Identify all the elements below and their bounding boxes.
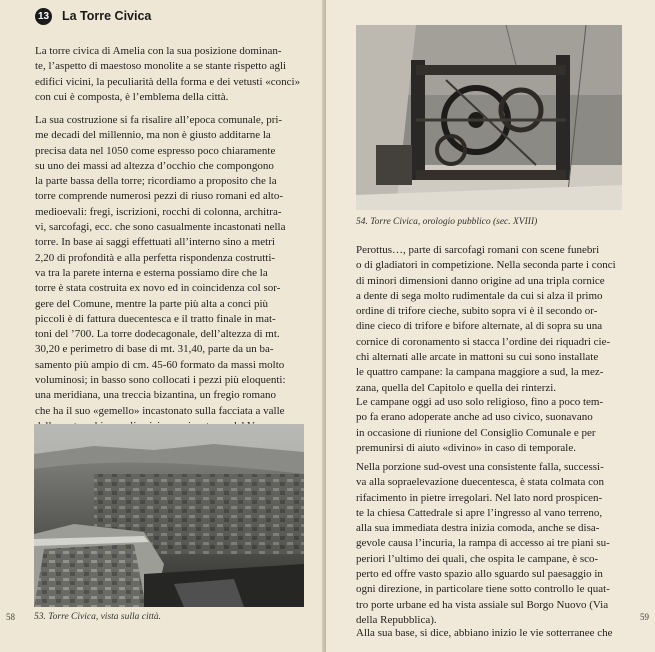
text-line: piccoli è di fattura duecentesca e il tratto finale in mat- [35, 312, 276, 325]
text-line: toni del ’700. La torre dodecagonale, dell’altezza di mt. [35, 328, 280, 341]
text-line: su uno dei massi ad altezza d’occhio che compongono [35, 159, 274, 172]
text-line: perto ed offre vasto spazio allo sguardo sul paesaggio in [356, 568, 603, 581]
text-line: samento più ampio di cm. 45-60 formato da massi molto [35, 358, 285, 371]
clock-mechanism-image [356, 25, 622, 210]
right-paragraph-3 [356, 460, 610, 628]
section-title: La Torre Civica [62, 9, 152, 23]
text-line: 30,20 e perimetro di base di mt. 31,40, parte da un ba- [35, 343, 274, 356]
text-line: tro porte urbane ed ha vista assiale sul Borgo Nuovo (Via [356, 598, 609, 611]
text-line: La sua costruzione si fa risalire all’epoca comunale, pri- [35, 114, 283, 126]
text-line: a dente di sega molto rudimentale da cui si alza il primo [356, 289, 603, 302]
text-line: torre è stata costruita ex novo ed in coincidenza col sor- [35, 282, 281, 295]
text-line: torre comprende numerosi pezzi di riuso romani ed alto- [35, 190, 284, 203]
right-paragraph-4 [356, 626, 613, 641]
text-line: alla sua immediata destra inizia comoda, anche se disa- [356, 522, 600, 535]
text-line: 2,20 di profondità e alla perfetta rispondenza costrutti- [35, 251, 276, 264]
photo-caption-54: 54. Torre Civica, orologio pubblico (sec. XVIII) [356, 217, 538, 227]
text-line: edifici vicini, la peculiarità della forma e dei vetusti «conci» [35, 75, 301, 88]
text-line: po fa erano adoperate anche ad uso civico, suonavano [356, 411, 593, 424]
text-line: periori l’ultimo dei quali, che ospita le campane, è sco- [356, 552, 599, 565]
text-line: gere del Comune, mentre la parte più alta a conci più [35, 297, 269, 310]
text-line: Alla sua base, si dice, abbiano inizio le vie sotterranee che [356, 627, 613, 639]
text-line: o di gladiatori in competizione. Nella seconda parte i conci [356, 259, 616, 272]
text-line: premunirsi di aiuto «divino» in caso di temporale. [356, 441, 576, 454]
page-number-right: 59 [640, 612, 649, 622]
city-view-image [34, 424, 304, 607]
text-line: me decadi del millennio, ma non è giusto additarne la [35, 129, 271, 142]
photo-caption-53: 53. Torre Civica, vista sulla città. [34, 612, 162, 622]
text-line: precisa data nel 1050 come espresso poco chiaramente [35, 144, 276, 157]
text-line: va tra la parete interna e esterna possiamo dire che la [35, 266, 268, 279]
text-line: te la chiesa Cattedrale si apre l’ingresso al vano terreno, [356, 506, 603, 519]
text-line: medioevali: fregi, iscrizioni, rocchi di colonna, architra- [35, 205, 282, 218]
right-paragraph-1 [356, 243, 616, 396]
text-line: torre. In base ai saggi effettuati all’interno sino a metri [35, 236, 275, 249]
text-line: zana, quella del Capitolo e quella dei rinterzi. [356, 381, 557, 394]
text-line: con cui è composta, è l’emblema della città. [35, 90, 229, 103]
left-paragraph-2 [35, 113, 286, 434]
clock-mechanism-photo [356, 25, 622, 210]
text-line: dine cieco di trifore e bifore alternate, al di sopra su una [356, 320, 603, 333]
left-paragraph-1 [35, 44, 300, 105]
text-line: La torre civica di Amelia con la sua posizione dominan- [35, 45, 282, 57]
text-line: ordine di trifore cieche, subito sopra vi è il secondo or- [356, 305, 598, 318]
city-view-photo [34, 424, 304, 607]
text-line: rifacimento in pietre irregolari. Nel lato nord prospicen- [356, 491, 603, 504]
text-line: cornice di coronamento si stacca l’ordine dei riquadri cie- [356, 335, 611, 348]
text-line: Le campane oggi ad uso solo religioso, fino a poco tem- [356, 396, 604, 408]
text-line: Nella porzione sud-ovest una consistente falla, successi- [356, 461, 604, 473]
left-page [0, 0, 326, 652]
text-line: in occasione di riunione del Consiglio Comunale e per [356, 426, 596, 439]
text-line: vi, sarcofagi, ecc. che sono casualmente incastonati nella [35, 221, 286, 234]
right-page [326, 0, 655, 652]
text-line: va alla sopraelevazione duecentesca, è stata colmata con [356, 476, 604, 489]
text-line: che ha il suo «gemello» incastonato sulla facciata a valle [35, 404, 285, 417]
right-paragraph-2 [356, 395, 603, 456]
text-line: voluminosi; in basso sono collocati i pezzi più eloquenti: [35, 374, 286, 387]
text-line: una meridiana, una treccia bizantina, un fregio romano [35, 389, 276, 402]
text-line: di minori dimensioni danno origine ad una tripla cornice [356, 274, 605, 287]
section-heading [35, 7, 151, 25]
text-line: gevole causa l’incuria, la rampa di accesso ai tre piani su- [356, 537, 610, 550]
section-number-badge: 13 [35, 8, 52, 25]
page-number-left: 58 [6, 612, 15, 622]
text-line: ogni direzione, in particolare tiene sotto controllo le quat- [356, 583, 610, 596]
text-line: chi alternati alle arcate in mattoni su cui sono installate [356, 351, 599, 364]
text-line: della Repubblica). [356, 613, 437, 626]
text-line: te, l’aspetto di maestoso monolite a se stante rispetto agli [35, 60, 287, 73]
text-line: le quattro campane: la campana maggiore a sud, la mez- [356, 366, 604, 379]
text-line: Perottus…, parte di sarcofagi romani con scene funebri [356, 244, 600, 256]
text-line: la parte bassa della torre; ricordiamo a proposito che la [35, 175, 277, 188]
